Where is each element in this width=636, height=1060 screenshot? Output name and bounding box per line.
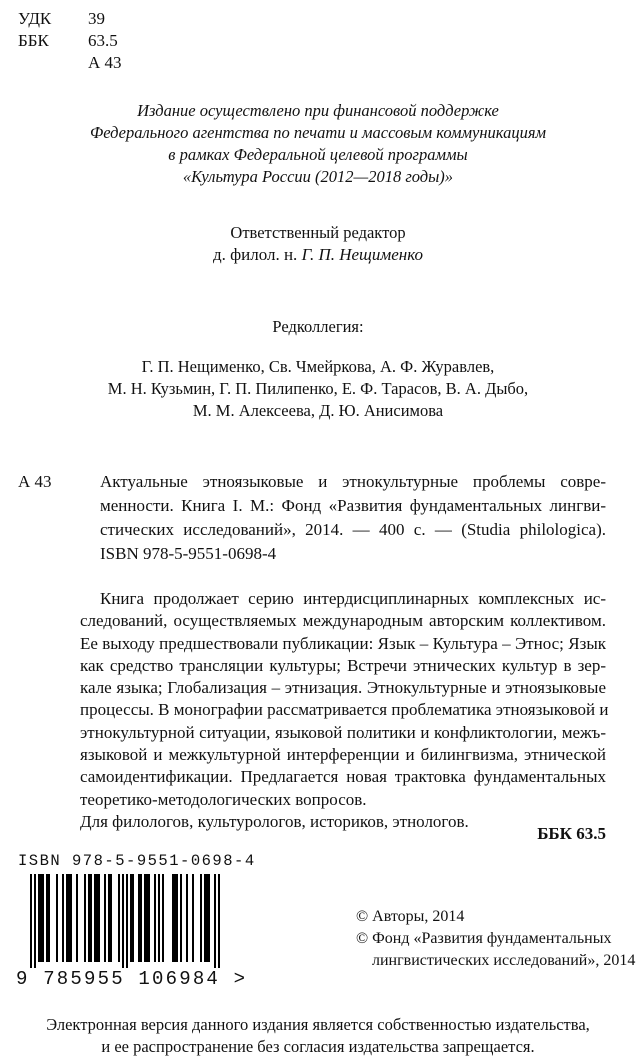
barcode-bar	[56, 874, 58, 962]
editor-title: Ответственный редактор	[230, 223, 406, 242]
barcode-bar	[172, 874, 174, 962]
barcode-bar	[174, 874, 176, 962]
barcode-bar	[176, 874, 178, 962]
board-line: М. М. Алексеева, Д. Ю. Анисимова	[192, 401, 444, 420]
bbk-value: 63.5	[88, 31, 118, 50]
bibliographic-isbn: ISBN 978-5-9551-0698-4	[100, 544, 277, 563]
board-line: М. Н. Кузьмин, Г. П. Пилипенко, Е. Ф. Тарасов, В. А. Дыбо,	[107, 379, 529, 398]
barcode-bar	[192, 874, 194, 962]
barcode-guard-bar	[122, 874, 124, 968]
barcode-bar	[118, 874, 120, 962]
editor-degree: д. филол. н.	[212, 245, 298, 264]
barcode-bar	[48, 874, 50, 962]
bibliographic-code: А 43	[18, 472, 52, 491]
barcode-bar	[108, 874, 110, 962]
board-title-block	[0, 316, 636, 338]
annotation-line: как средство трансляции культуры; Встречи этнических культур в зер-	[80, 655, 606, 675]
annotation-line: языковой и межкультурной интерференции и билингвизма, этнической	[80, 745, 606, 765]
barcode-bar	[68, 874, 70, 962]
barcode-bar	[46, 874, 48, 962]
barcode-bar	[90, 874, 92, 962]
footer-notice	[0, 1014, 636, 1058]
bibliographic-entry	[100, 470, 606, 566]
annotation-line: Книга продолжает серию интердисциплинарных комплексных ис-	[100, 589, 606, 608]
barcode-bar	[162, 874, 164, 962]
funding-line: «Культура России (2012—2018 годы)»	[182, 167, 454, 186]
barcode-bar	[186, 874, 188, 962]
annotation-line: Ее выходу предшествовали публикации: Язык – Культура – Этнос; Язык	[80, 633, 606, 653]
udk-row	[18, 8, 105, 30]
barcode-bar	[88, 874, 90, 962]
barcode-bar	[180, 874, 182, 962]
copyright-authors: © Авторы, 2014	[356, 908, 465, 925]
funding-line: Издание осуществлено при финансовой поддержке	[137, 101, 499, 120]
annotation-line: процессы. В монографии рассматривается проблематика этноязыковой и	[80, 700, 609, 720]
funding-line: в рамках Федеральной целевой программы	[168, 145, 468, 164]
barcode-guard-bar	[214, 874, 216, 968]
board-line: Г. П. Нещименко, Св. Чмейркова, А. Ф. Журавлев,	[141, 357, 495, 376]
annotation-line: кале языка; Глобализация – этнизация. Этнокультурные и этноязыковые	[80, 678, 606, 698]
barcode-bar	[66, 874, 68, 962]
barcode-guard-bar	[126, 874, 128, 968]
barcode-bar	[76, 874, 78, 962]
barcode-bar	[98, 874, 100, 962]
annotation-line: самоидентификации. Предлагается новая трактовка фундаментальных	[80, 767, 606, 787]
bbk-code: ББК 63.5	[537, 824, 606, 843]
copyright-fund: © Фонд «Развития фундаментальных	[356, 930, 612, 947]
bibliographic-line: Актуальные этноязыковые и этнокультурные проблемы совре-	[100, 472, 606, 491]
barcode-bar	[132, 874, 134, 962]
udk-value: 39	[88, 9, 105, 28]
barcode-bar	[158, 874, 160, 962]
footer-line: Электронная версия данного издания является собственностью издательства,	[46, 1015, 590, 1034]
editor-block	[0, 222, 636, 266]
barcode-bar	[70, 874, 72, 962]
bibliographic-line: менности. Книга I. М.: Фонд «Развития фундаментальных лингви-	[100, 496, 606, 515]
barcode-isbn-text: ISBN 978-5-9551-0698-4	[18, 852, 256, 870]
annotation-line: этнокультурной ситуации, языковой политики и конфликтологии, межъ-	[80, 722, 606, 742]
annotation-line: следований, осуществляемых международным авторским коллективом.	[80, 611, 606, 631]
barcode-bar	[42, 874, 44, 962]
footer-line: и ее распространение без согласия издательства запрещается.	[101, 1037, 535, 1056]
barcode-bar	[140, 874, 142, 962]
author-mark-row	[18, 52, 122, 74]
funding-line: Федерального агентства по печати и массовым коммуникациям	[89, 123, 547, 142]
barcode-bar	[96, 874, 98, 962]
barcode-bar	[62, 874, 64, 962]
barcode-bar	[154, 874, 156, 962]
annotation	[80, 588, 609, 833]
copyright-fund-cont: лингвистических исследований», 2014	[372, 952, 636, 969]
barcode-bars	[14, 874, 228, 968]
barcode-bar	[206, 874, 208, 962]
barcode-bar	[144, 874, 146, 962]
barcode-bar	[38, 874, 40, 962]
barcode-bar	[94, 874, 96, 962]
barcode-bar	[146, 874, 148, 962]
barcode-bar	[40, 874, 42, 962]
barcode-guard-bar	[30, 874, 32, 968]
barcode-bar	[84, 874, 86, 962]
editor-name: Г. П. Нещименко	[301, 245, 424, 264]
annotation-line: теоретико-методологических вопросов.	[80, 789, 367, 809]
barcode-guard-bar	[218, 874, 220, 968]
board-members	[0, 356, 636, 422]
copyright-block	[356, 906, 635, 972]
funding-note	[0, 100, 636, 188]
barcode-bar	[200, 874, 202, 962]
barcode-bar	[110, 874, 112, 962]
udk-label: УДК	[18, 9, 52, 28]
bbk-row	[18, 30, 118, 52]
barcode-bar	[138, 874, 140, 962]
barcode-bar	[148, 874, 150, 962]
barcode-bar	[204, 874, 206, 962]
barcode-digits: 9 785955 106984 >	[16, 968, 248, 990]
editor-line	[0, 244, 636, 266]
barcode-bar	[208, 874, 210, 962]
barcode-bar	[130, 874, 132, 962]
bibliographic-line: стических исследований», 2014. — 400 с. — (Studia philologica).	[100, 520, 606, 539]
board-title: Редколлегия:	[272, 317, 364, 336]
barcode-bar	[104, 874, 106, 962]
annotation-audience: Для филологов, культурологов, историков, этнологов.	[80, 811, 469, 831]
barcode-guard-bar	[34, 874, 36, 968]
author-mark-value: А 43	[88, 53, 122, 72]
bbk-label: ББК	[18, 31, 49, 50]
